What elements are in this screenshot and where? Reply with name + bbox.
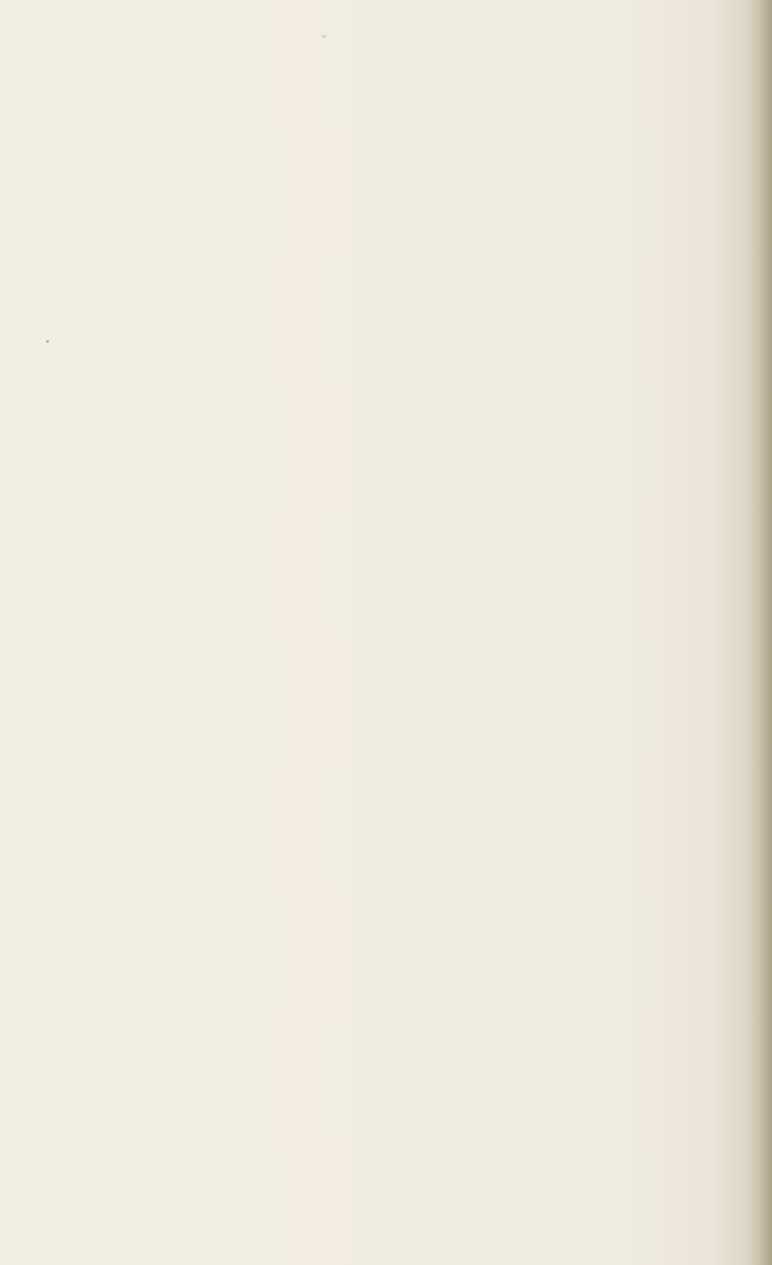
text-line <box>98 795 734 821</box>
text-line <box>98 717 734 743</box>
text-line <box>98 428 734 454</box>
text-line <box>98 533 734 559</box>
margin-dot <box>46 340 49 343</box>
text-line <box>98 1005 734 1031</box>
text-line <box>98 219 734 245</box>
text-line <box>98 88 734 114</box>
body-text <box>98 88 734 1083</box>
text-line <box>98 926 734 952</box>
text-line <box>98 821 734 847</box>
text-line <box>98 769 734 795</box>
text-line <box>98 978 734 1004</box>
text-line <box>98 481 734 507</box>
text-line <box>98 193 734 219</box>
text-line <box>98 847 734 873</box>
text-line <box>98 350 734 376</box>
pencil-mark: ⌄ <box>318 26 330 42</box>
text-line <box>98 376 734 402</box>
text-line <box>98 140 734 166</box>
text-line <box>98 324 734 350</box>
text-line <box>98 245 734 271</box>
text-line <box>98 559 734 585</box>
page-edge-shadow <box>744 0 772 1265</box>
text-line <box>98 298 734 324</box>
text-line <box>98 1057 734 1083</box>
text-line <box>98 114 734 140</box>
text-line <box>98 271 734 297</box>
text-line <box>98 507 734 533</box>
text-line <box>98 874 734 900</box>
text-line <box>98 402 734 428</box>
text-line <box>98 900 734 926</box>
text-line <box>98 743 734 769</box>
text-line <box>98 664 734 690</box>
text-line <box>98 455 734 481</box>
text-line <box>98 1031 734 1057</box>
text-line <box>98 638 734 664</box>
text-line <box>98 612 734 638</box>
text-line <box>98 690 734 716</box>
text-line <box>98 167 734 193</box>
text-line <box>98 952 734 978</box>
text-line <box>98 586 734 612</box>
